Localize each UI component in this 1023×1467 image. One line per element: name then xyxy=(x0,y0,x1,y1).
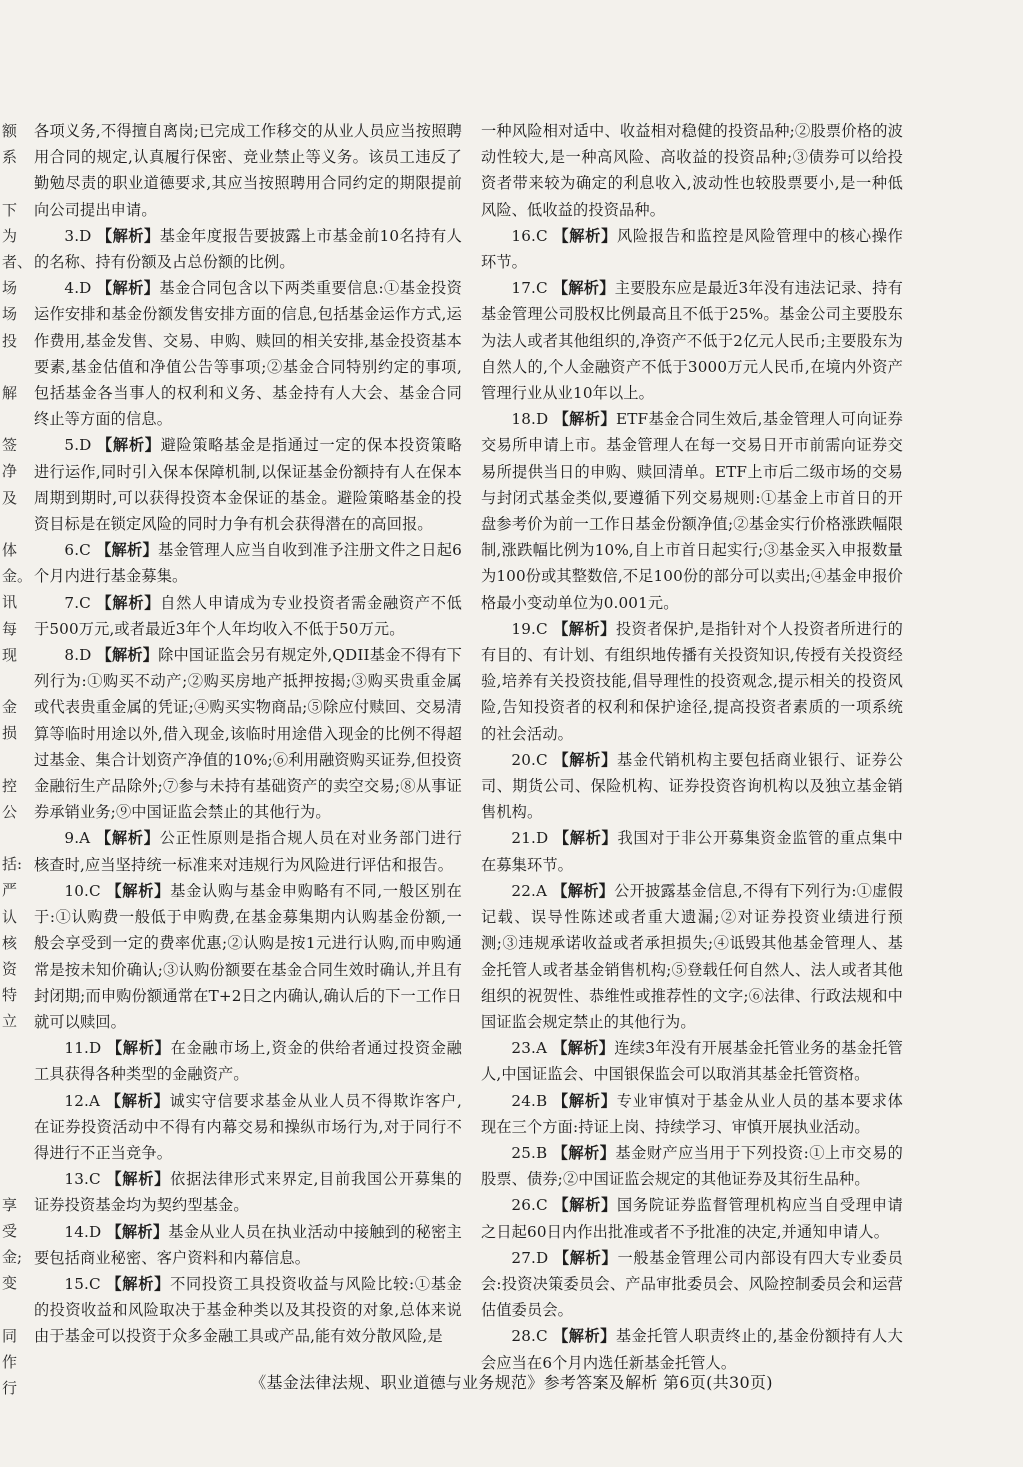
answer-number: 18.D xyxy=(511,410,549,429)
margin-fragment: 投 xyxy=(2,331,18,350)
answer-number: 27.D xyxy=(511,1248,549,1267)
margin-fragment: 行 xyxy=(2,1379,18,1397)
answer-text: 主要股东应是最近3年没有违法记录、持有基金管理公司股权比例最高且不低于25%。基金公司主要股东为法人或者其他组织的,净资产不低于2亿元人民币;主要股东为自然人的,个人金融资产不低于3000万元人民币,在境内外资产管理行业从业10年以上。 xyxy=(481,279,903,403)
margin-fragment: 金; xyxy=(2,1248,23,1267)
margin-fragment: 额 xyxy=(2,122,18,140)
answer-item xyxy=(481,1088,903,1140)
margin-fragment: 核 xyxy=(2,933,18,952)
analysis-tag: 【解析】 xyxy=(96,279,160,298)
margin-fragment: 讯 xyxy=(2,593,18,612)
answer-item xyxy=(481,747,903,826)
margin-fragment: 净 xyxy=(2,462,18,481)
answer-text: 各项义务,不得擅自离岗;已完成工作移交的从业人员应当按照聘用合同的规定,认真履行保密、竞业禁止等义务。该员工违反了勤勉尽责的职业道德要求,其应当按照聘用合同约定的期限提前向公司提出申请。 xyxy=(34,122,462,219)
answer-text: 基金托管人职责终止的,基金份额持有人大会应当在6个月内选任新基金托管人。 xyxy=(481,1327,903,1372)
answer-text: 连续3年没有开展基金托管业务的基金托管人,中国证监会、中国银保监会可以取消其基金托管资格。 xyxy=(481,1039,903,1084)
answer-text: 基金财产应当用于下列投资:①上市交易的股票、债券;②中国证监会规定的其他证券及其衍生品种。 xyxy=(481,1143,903,1189)
margin-fragment: 立 xyxy=(2,1012,18,1031)
answer-number: 20.C xyxy=(511,750,548,769)
margin-fragment: 场 xyxy=(2,279,18,298)
answer-item xyxy=(481,1140,903,1192)
margin-fragment: 特 xyxy=(2,986,18,1005)
answer-item xyxy=(481,406,903,616)
margin-fragment: 公 xyxy=(2,802,18,821)
margin-fragment: 认 xyxy=(2,907,18,926)
margin-fragment: 金。 xyxy=(2,567,33,586)
answer-number: 13.C xyxy=(64,1170,101,1189)
answer-number: 14.D xyxy=(64,1222,102,1241)
analysis-tag: 【解析】 xyxy=(553,750,618,769)
analysis-tag: 【解析】 xyxy=(552,1091,617,1110)
margin-fragment xyxy=(2,406,18,432)
margin-fragment: 变 xyxy=(2,1274,18,1293)
answer-number: 6.C xyxy=(64,541,91,560)
answer-item xyxy=(34,1088,462,1167)
answer-number: 19.C xyxy=(511,619,548,638)
margin-fragment: 同 xyxy=(2,1326,18,1345)
analysis-tag: 【解析】 xyxy=(553,226,618,245)
margin-fragment: 享 xyxy=(2,1195,18,1214)
answer-item xyxy=(481,1035,903,1087)
analysis-tag: 【解析】 xyxy=(96,541,159,560)
margin-fragment: 受 xyxy=(2,1221,18,1240)
margin-fragment xyxy=(2,1087,18,1113)
right-text-column xyxy=(481,118,903,1376)
answer-item xyxy=(481,616,903,747)
analysis-tag: 【解析】 xyxy=(106,1274,171,1293)
analysis-tag: 【解析】 xyxy=(96,226,160,245)
answer-item xyxy=(34,825,462,877)
margin-fragment: 每 xyxy=(2,619,18,638)
answer-text: 公开披露基金信息,不得有下列行为:①虚假记载、误导性陈述或者重大遗漏;②对证券投资业绩进行预测;③违规承诺收益或者承担损失;④诋毁其他基金管理人、基金托管人或者基金销售机构;⑤登载任何自然人、法人或者其他组织的祝贺性、恭维性或推荐性的文字;⑥法律、行政法规和中国证监会规定禁止的其他行为。 xyxy=(481,881,903,1031)
answer-number: 22.A xyxy=(511,881,548,900)
analysis-tag: 【解析】 xyxy=(95,829,160,848)
answer-number: 9.A xyxy=(64,829,91,848)
margin-fragment xyxy=(2,1113,18,1139)
margin-fragment: 者、 xyxy=(2,252,33,271)
margin-fragment xyxy=(2,825,18,851)
margin-fragment xyxy=(2,511,18,537)
margin-fragment xyxy=(2,1035,18,1061)
analysis-tag: 【解析】 xyxy=(106,881,171,900)
margin-fragment: 场 xyxy=(2,305,18,324)
margin-fragment: 解 xyxy=(2,383,18,402)
analysis-tag: 【解析】 xyxy=(553,410,616,429)
answer-text: 依据法律形式来界定,目前我国公开募集的证券投资基金均为契约型基金。 xyxy=(34,1170,462,1215)
answer-number: 12.A xyxy=(64,1091,101,1110)
page-footer: 《基金法律法规、职业道德与业务规范》参考答案及解析 第6页(共30页) xyxy=(250,1373,773,1392)
analysis-tag: 【解析】 xyxy=(552,1039,615,1058)
answer-text: 基金代销机构主要包括商业银行、证券公司、期货公司、保险机构、证券投资咨询机构以及独立基金销售机构。 xyxy=(481,750,903,822)
margin-fragment xyxy=(2,1061,18,1087)
margin-fragment: 损 xyxy=(2,724,18,743)
answer-text: 在金融市场上,资金的供给者通过投资金融工具获得各种类型的金融资产。 xyxy=(34,1039,462,1084)
answer-number: 23.A xyxy=(511,1039,548,1058)
margin-fragment: 现 xyxy=(2,645,18,664)
answer-number: 17.C xyxy=(511,279,548,298)
analysis-tag: 【解析】 xyxy=(96,593,161,612)
answer-item xyxy=(481,1245,903,1324)
answer-item xyxy=(34,1166,462,1218)
answer-text: 除中国证监会另有规定外,QDII基金不得有下列行为:①购买不动产;②购买房地产抵押按揭;③购买贵重金属或代表贵重金属的凭证;④购买实物商品;⑤除应付赎回、交易清算等临时用途以外,借入现金,该临时用途借入现金的比例不得超过基金、集合计划资产净值的10%;⑥利用融资购买证券,但投资金融衍生产品除外;⑦参与未持有基础资产的卖空交易;⑧从事证券承销业务;⑨中国证监会禁止的其他行为。 xyxy=(34,646,462,822)
continued-text xyxy=(481,118,903,223)
answer-text: 投资者保护,是指针对个人投资者所进行的有目的、有计划、有组织地传播有关投资知识,传授有关投资经验,培养有关投资技能,倡导理性的投资观念,提示相关的投资风险,告知投资者的权利和保护途径,提高投资者素质的一项系统的社会活动。 xyxy=(481,619,903,743)
answer-item xyxy=(34,275,462,432)
analysis-tag: 【解析】 xyxy=(553,1248,618,1267)
margin-fragment xyxy=(2,668,18,694)
answer-item xyxy=(34,590,462,642)
answer-text: 风险报告和监控是风险管理中的核心操作环节。 xyxy=(481,226,903,272)
analysis-tag: 【解析】 xyxy=(106,1222,169,1241)
answer-item xyxy=(34,1035,462,1087)
answer-number: 25.B xyxy=(511,1143,548,1162)
analysis-tag: 【解析】 xyxy=(553,829,618,848)
answer-number: 21.D xyxy=(511,829,549,848)
answer-text: 基金年度报告要披露上市基金前10名持有人的名称、持有份额及占总份额的比例。 xyxy=(34,226,463,272)
answer-item xyxy=(481,223,903,275)
answer-item xyxy=(481,275,903,406)
margin-fragment: 金 xyxy=(2,698,18,717)
analysis-tag: 【解析】 xyxy=(105,1091,170,1110)
margin-fragment-column xyxy=(2,118,33,1401)
continued-text xyxy=(34,118,462,223)
margin-fragment: 为 xyxy=(2,226,18,245)
margin-fragment: 资 xyxy=(2,960,18,978)
answer-item xyxy=(481,825,903,877)
answer-item xyxy=(34,878,462,1035)
margin-fragment xyxy=(2,747,18,773)
margin-fragment: 签 xyxy=(2,436,18,455)
answer-number: 5.D xyxy=(64,436,92,455)
margin-fragment xyxy=(2,1139,18,1165)
answer-text: 基金认购与基金申购略有不同,一般区别在于:①认购费一般低于申购费,在基金募集期内认购基金份额,一般会享受到一定的费率优惠;②认购是按1元进行认购,而申购通常是按未知价确认;③认购份额要在基金合同生效时确认,并且有封闭期;而申购份额通常在T+2日之内确认,确认后的下一工作日就可以赎回。 xyxy=(34,881,462,1031)
answer-number: 7.C xyxy=(64,593,91,612)
answer-item xyxy=(481,1323,903,1375)
answer-number: 3.D xyxy=(64,226,92,245)
answer-item xyxy=(34,432,462,537)
answer-item xyxy=(34,1219,462,1271)
analysis-tag: 【解析】 xyxy=(553,1327,616,1346)
margin-fragment: 严 xyxy=(2,881,18,900)
answer-text: ETF基金合同生效后,基金管理人可向证券交易所申请上市。基金管理人在每一交易日开市前需向证券交易所提供当日的申购、赎回清单。ETF上市后二级市场的交易与封闭式基金类似,要遵循下列交易规则:①基金上市首日的开盘参考价为前一工作日基金份额净值;②基金实行价格涨跌幅限制,涨跌幅比例为10%,自上市首日起实行;③基金买入申报数量为100份或其整数倍,不足100份的部分可以卖出;④基金申报价格最小变动单位为0.001元。 xyxy=(481,410,903,612)
answer-text: 自然人申请成为专业投资者需金融资产不低于500万元,或者最近3年个人年均收入不低于50万元。 xyxy=(34,593,462,638)
answer-item xyxy=(34,1271,462,1350)
answer-number: 26.C xyxy=(511,1196,548,1215)
margin-fragment: 控 xyxy=(2,776,18,795)
answer-text: 一种风险相对适中、收益相对稳健的投资品种;②股票价格的波动性较大,是一种高风险、高收益的投资品种;③债券可以给投资者带来较为确定的利息收入,波动性也较股票要小,是一种低风险、低收益的投资品种。 xyxy=(481,122,903,219)
answer-number: 15.C xyxy=(64,1274,101,1293)
answer-number: 11.D xyxy=(64,1039,102,1058)
answer-text: 避险策略基金是指通过一定的保本投资策略进行运作,同时引入保本保障机制,以保证基金份额持有人在保本周期到期时,可以获得投资本金保证的基金。避险策略基金的投资目标是在锁定风险的同时力争有机会获得潜在的高回报。 xyxy=(34,436,462,534)
analysis-tag: 【解析】 xyxy=(106,1170,171,1189)
analysis-tag: 【解析】 xyxy=(553,619,616,638)
answer-number: 16.C xyxy=(511,226,548,245)
analysis-tag: 【解析】 xyxy=(97,436,161,455)
answer-number: 10.C xyxy=(64,881,101,900)
answer-text: 基金合同包含以下两类重要信息:①基金投资运作安排和基金份额发售安排方面的信息,包括基金运作方式,运作费用,基金发售、交易、申购、赎回的相关安排,基金投资基本要素,基金估值和净值公告等事项;②基金合同特别约定的事项,包括基金各当事人的权利和义务、基金持有人大会、基金合同终止等方面的信息。 xyxy=(34,279,462,429)
margin-fragment: 体 xyxy=(2,541,18,559)
margin-fragment xyxy=(2,170,18,196)
answer-number: 28.C xyxy=(511,1327,548,1346)
answer-item xyxy=(34,642,462,825)
margin-fragment: 作 xyxy=(2,1352,18,1371)
analysis-tag: 【解析】 xyxy=(552,881,615,900)
analysis-tag: 【解析】 xyxy=(106,1039,171,1058)
answer-text: 一般基金管理公司内部设有四大专业委员会:投资决策委员会、产品审批委员会、风险控制委员会和运营估值委员会。 xyxy=(481,1248,903,1320)
answer-text: 基金管理人应当自收到准予注册文件之日起6个月内进行基金募集。 xyxy=(34,541,462,586)
answer-number: 4.D xyxy=(64,279,92,298)
answer-text: 我国对于非公开募集资金监管的重点集中在募集环节。 xyxy=(481,829,903,874)
answer-number: 24.B xyxy=(511,1091,548,1110)
analysis-tag: 【解析】 xyxy=(552,279,615,298)
margin-fragment xyxy=(2,1166,18,1192)
answer-text: 国务院证券监督管理机构应当自受理申请之日起60日内作出批准或者不予批准的决定,并通知申请人。 xyxy=(481,1196,903,1241)
analysis-tag: 【解析】 xyxy=(552,1143,616,1162)
answer-text: 诚实守信要求基金从业人员不得欺诈客户,在证券投资活动中不得有内幕交易和操纵市场行为,对于同行不得进行不正当竞争。 xyxy=(34,1091,462,1162)
left-text-column xyxy=(34,118,462,1350)
answer-item xyxy=(34,223,462,275)
margin-fragment xyxy=(2,1296,18,1322)
answer-text: 基金从业人员在执业活动中接触到的秘密主要包括商业秘密、客户资料和内幕信息。 xyxy=(34,1222,462,1267)
answer-text: 公正性原则是指合规人员在对业务部门进行核查时,应当坚持统一标准来对违规行为风险进行评估和报告。 xyxy=(34,829,462,874)
margin-fragment: 括: xyxy=(2,855,23,874)
margin-fragment: 系 xyxy=(2,148,18,167)
answer-item xyxy=(481,878,903,1035)
answer-text: 专业审慎对于基金从业人员的基本要求体现在三个方面:持证上岗、持续学习、审慎开展执业活动。 xyxy=(481,1091,903,1136)
answer-text: 不同投资工具投资收益与风险比较:①基金的投资收益和风险取决于基金种类以及其投资的对象,总体来说由于基金可以投资于众多金融工具或产品,能有效分散风险,是 xyxy=(34,1274,463,1346)
margin-fragment: 下 xyxy=(2,200,18,219)
answer-number: 8.D xyxy=(64,646,92,665)
analysis-tag: 【解析】 xyxy=(96,646,159,665)
answer-item xyxy=(34,537,462,589)
answer-item xyxy=(481,1192,903,1244)
margin-fragment: 及 xyxy=(2,488,18,507)
margin-fragment xyxy=(2,354,18,380)
analysis-tag: 【解析】 xyxy=(553,1196,618,1215)
